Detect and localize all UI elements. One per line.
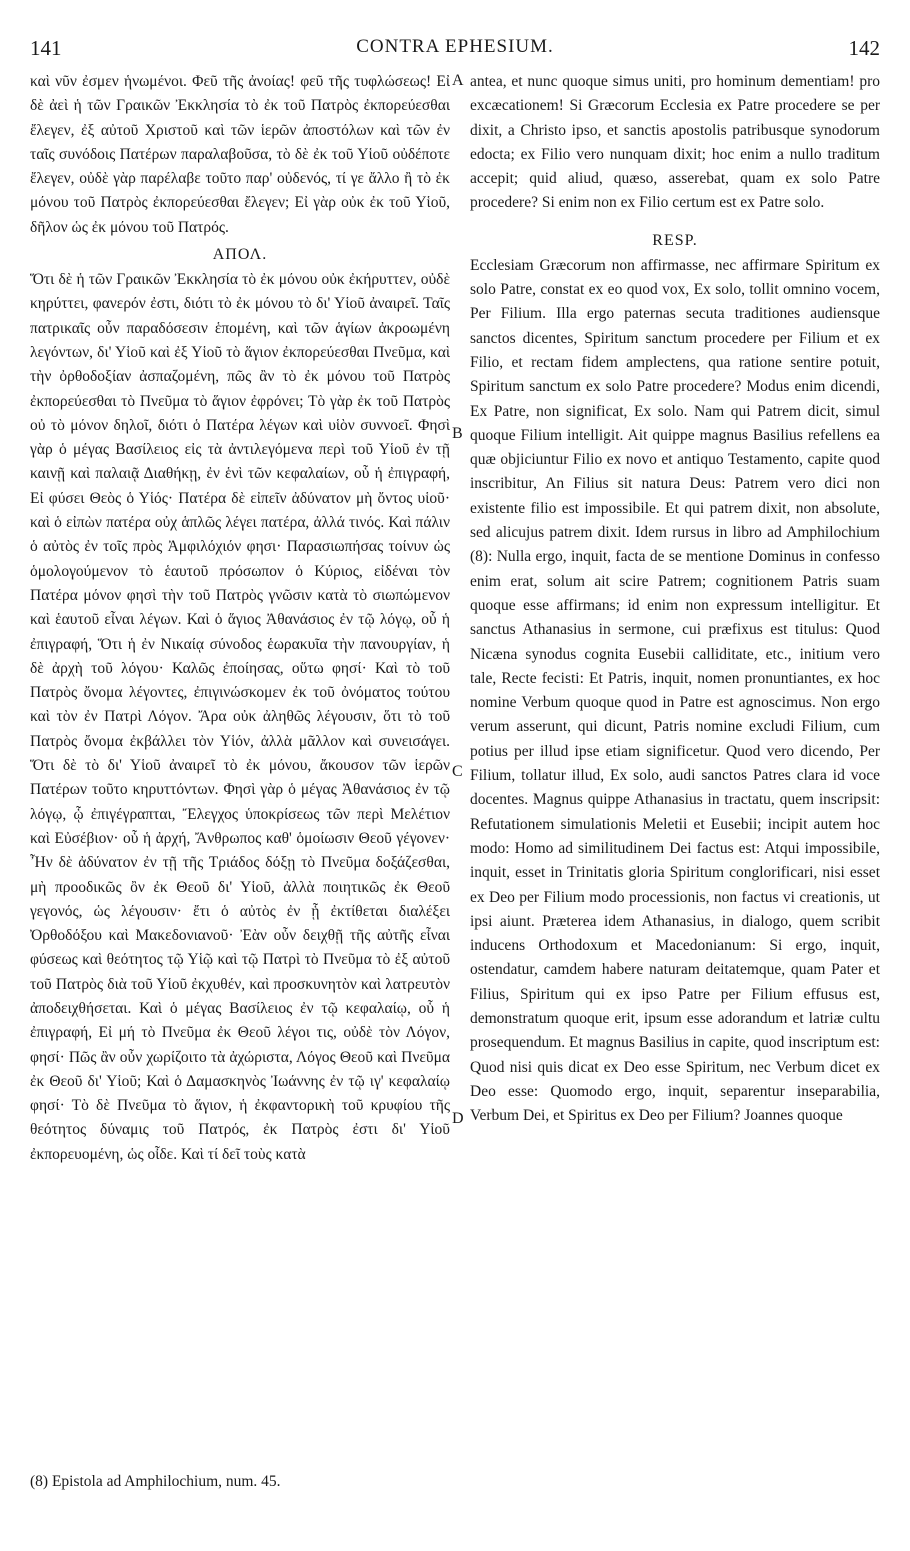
greek-column: [30, 70, 450, 1167]
page-number-right: 142: [848, 36, 880, 60]
footnote: (8) Epistola ad Amphilochium, num. 45.: [30, 1473, 281, 1490]
margin-marker-b: B: [452, 425, 463, 442]
greek-body-paragraph: Ὅτι δὲ ἡ τῶν Γραικῶν Ἐκκλησία τὸ ἐκ μόνου οὐκ ἐκήρυττεν, οὐδὲ κηρύττει, φανερόν ἐστι, διότι τὸ ἐκ μόνου τὸ δι' Υἱοῦ ἀναιρεῖ. Ταῖς πατρικαῖς οὖν παραδόσεσιν ἑπομένη, καὶ τῶν ἁγίων ἀκροωμένη λεγόντων, δι' Υἱοῦ καὶ ἐξ Υἱοῦ τὸ ἅγιον ἐκπορεύεσθαι Πνεῦμα, καὶ τὴν ὀρθοδοξίαν ἀσπαζομένη, πῶς ἂν τὸ ἐκ μόνου τοῦ Πατρὸς ἐκπορεύεσθαι τὸ Πνεῦμα τὸ ἅγιον ἐφρόνει; Τὸ γὰρ ἐκ τοῦ Πατρὸς οὐ τὸ μόνον δηλοῖ, διότι ὁ Πατέρα λέγων καὶ υἱὸν συννοεῖ. Φησὶ γὰρ ὁ μέγας Βασίλειος εἰς τὰ ἀντιλεγόμενα περὶ τοῦ Υἱοῦ ἐν τῇ καινῇ καὶ παλαιᾷ Διαθήκῃ, ἐν ἑνὶ τῶν κεφαλαίων, οὗ ἡ ἐπιγραφή, Εἰ φύσει Θεὸς ὁ Υἱός· Πατέρα δὲ εἰπεῖν ἀδύνατον μὴ ὄντος υἱοῦ· καὶ ὁ εἰπὼν πατέρα οὐχ ἁπλῶς λέγει πατέρα, ἀλλά τινός. Καὶ πάλιν ὁ αὐτὸς ἐν τοῖς πρὸς Ἀμφιλόχιόν φησι· Παρασιωπήσας τοίνυν ὡς ὁμολογούμενον τὸ ἑαυτοῦ πρόσωπον ὁ Κύριος, εἰδέναι τὸν Πατέρα μόνον φησὶ τὴν τοῦ Πατρὸς γνῶσιν κατὰ τὸ σιωπώμενον καὶ ἑαυτοῦ εἶναι λέγων. Καὶ ὁ ἅγιος Ἀθανάσιος ἐν τῷ λόγῳ, οὗ ἡ ἐπιγραφή, Ὅτι ἡ ἐν Νικαίᾳ σύνοδος ἑωρακυῖα τὴν πανουργίαν, ἡ δὲ ἀρχὴ τοῦ λόγου· Καλῶς ἐποίησας, οὕτω φησί· Καὶ τὸ τοῦ Πατρὸς ὄνομα λέγοντες, ἐπιγινώσκομεν ἐκ τοῦ ὀνόματος τούτου καὶ τὸν ἐν Πατρὶ Λόγον. Ἄρα οὐκ ἀληθῶς λέγουσιν, ὅτι τὸ τοῦ Πατρὸς ὄνομα ἐκβάλλει τὸν Υἱόν, ἀλλὰ μᾶλλον καὶ συνεισάγει. Ὅτι δὲ τὸ δι' Υἱοῦ ἀναιρεῖ τὸ ἐκ μόνου, ἄκουσον τῶν ἱερῶν Πατέρων τοῦτο κηρυττόντων. Φησὶ γὰρ ὁ μέγας Ἀθανάσιος ἐν τῷ λόγῳ, ᾧ ἐπιγέγραπται, Ἔλεγχος ὑποκρίσεως τῶν περὶ Μελέτιον καὶ Εὐσέβιον· οὗ ἡ ἀρχή, Ἄνθρωπος καθ' ὁμοίωσιν Θεοῦ γέγονεν· Ἦν δὲ ἀδύνατον ἐν τῇ τῆς Τριάδος δόξῃ τὸ Πνεῦμα δοξάζεσθαι, μὴ προοδικῶς ὂν ἐκ Θεοῦ δι' Υἱοῦ, ἀλλὰ ποιητικῶς ἐκ Θεοῦ γεγονός, ὡς λέγουσιν· ἔτι ὁ αὐτὸς ἐν ᾗ ἐκτίθεται διαλέξει Ὀρθοδόξου καὶ Μακεδονιανοῦ· Ἐὰν οὖν δειχθῇ τῆς αὐτῆς εἶναι φύσεως καὶ θεότητος τῷ Υἱῷ καὶ τῷ Πατρὶ τὸ Πνεῦμα τὸ ἐξ αὐτοῦ τοῦ Πατρὸς διὰ τοῦ Υἱοῦ ἐκχυθέν, καὶ προσκυνητὸν καὶ λατρευτὸν ἀποδειχθήσεται. Καὶ ὁ μέγας Βασίλειος ἐν τῷ κεφαλαίῳ, οὗ ἡ ἐπιγραφή, Εἰ μή τὸ Πνεῦμα ἐκ Θεοῦ λέγοι τις, οὐδὲ τὸν Λόγον, φησί· Πῶς ἂν οὖν χωρίζοιτο τὰ ἀχώριστα, Λόγος Θεοῦ καὶ Πνεῦμα ἐκ Θεοῦ δι' Υἱοῦ; Καὶ ὁ Δαμασκηνὸς Ἰωάννης ἐν τῷ ιγ' κεφαλαίῳ φησί· Τὸ δὲ Πνεῦμα τὸ ἅγιον, ἡ ἐκφαντορικὴ τοῦ κρυφίου τῆς θεότητος δύναμις τοῦ Πατρός, ἐκ Πατρὸς ἐστι δι' Υἱοῦ ἐκπορευομένη, ὡς οἶδε. Καὶ τί δεῖ τοὺς κατὰ: [30, 271, 450, 1163]
page-number-left: 141: [30, 36, 62, 60]
margin-marker-c: C: [452, 763, 463, 780]
latin-column: [470, 70, 880, 1128]
latin-body-paragraph: Ecclesiam Græcorum non affirmasse, nec affirmare Spiritum ex solo Patre, constat ex eo quod vox, Ex solo, tollit omnino vocem, Per Filium. Illa ergo paternas secuta traditiones audiensque sanctos dicentes, Spiritum sanctum procedere per Filium et ex Filio, et rectam fidem amplectens, qua ratione sentire potuit, Spiritum sanctum ex solo Patre procedere? Modus enim dicendi, Ex Patre, non significat, Ex solo. Nam qui Patrem dicit, simul quoque Filium intelligit. Ait quippe magnus Basilius refellens ea quæ objiciuntur Filio ex novo et antiquo Testamento, capite quod inscribitur, An Filius sit natura Deus: Patrem vero dici non existente filio est impossibile. Et qui patrem dixit, non absolute, sed alicujus patrem dixit. Idem rursus in libro ad Amphilochium (8): Nulla ergo, inquit, facta de se mentione Dominus in confesso enim erat, solum ait scire Patrem; cognitionem Patris suam quoque esse affirmans; id enim non expressum intelligitur. Et sanctus Athanasius in sermone, cui præfixus est titulus: Quod Nicæna synodus cognita Eusebii calliditate, etc., initium vero tale, Recte fecisti: Et Patris, inquit, nomen pronuntiantes, ex hoc nomine Verbum quoque quod in Patre est agnoscimus. Non ergo verum asserunt, qui dicunt, Patris nomine excludi Filium, cum potius per illud ipse etiam significetur. Quod vero dicendo, Per Filium, tollatur illud, Ex solo, audi sanctos Patres clara id voce docentes. Magnus quippe Athanasius in tractatu, quem inscripsit: Refutationem simulationis Meletii et Eusebii; incipit autem hoc modo: Homo ad similitudinem Dei factus est: Atqui impossibile, inquit, esset in Trinitatis gloria Spiritum conglorificari, nisi esset ex Deo per Filium modo processionis, non factus vi creationis, ut ipsi aiunt. Præterea idem Athanasius, in dialogo, quem scribit inducens Orthodoxum et Macedonianum: Si ergo, inquit, ostendatur, camdem habere naturam deitatemque, quam Pater et Filius, Spiritum qui ex ipso Patre per Filium effusus est, demonstratum quoque erit, ipsum esse adorandum et latriæ cultu prosequendum. Et magnus Basilius in capite, quod inscriptum est: Quod nisi quis dicat ex Deo esse Spiritum, nec Verbum dicet ex Deo esse: Quomodo ergo, inquit, separentur inseparabilia, Verbum Dei, et Spiritus ex Deo per Filium? Joannes quoque: [470, 256, 880, 1125]
greek-section-heading: ΑΠΟΛ.: [212, 246, 268, 264]
margin-marker-a: A: [452, 72, 464, 89]
running-title: CONTRA EPHESIUM.: [356, 36, 554, 57]
latin-section-heading: RESP.: [652, 231, 698, 249]
page-header: [30, 36, 880, 66]
latin-intro-paragraph: antea, et nunc quoque simus uniti, pro hominum dementiam! pro excæcationem! Si Græcorum Ecclesia ex Patre procedere se per dixit, a Christo ipso, et sanctis apostolis patribusque synodorum edocta; ex Filio vero nunquam dixit; hoc enim a nullo traditum accepit; quid aliud, quæso, asserebat, quam ex solo Patre procedere? Si enim non ex Filio certum est ex Patre solo.: [470, 73, 880, 212]
margin-marker-d: D: [452, 1110, 464, 1127]
greek-intro-paragraph: καὶ νῦν ἐσμεν ἡνωμένοι. Φεῦ τῆς ἀνοίας! φεῦ τῆς τυφλώσεως! Εἰ δὲ ἀεὶ ἡ τῶν Γραικῶν Ἐκκλησία τὸ ἐκ τοῦ Πατρὸς ἐκπορεύεσθαι ἔλεγεν, ἐξ αὐτοῦ Χριστοῦ καὶ τῶν ἱερῶν ἀποστόλων καὶ τῶν ἐν ταῖς συνόδοις Πατέρων παραλαβοῦσα, τὸ δὲ ἐκ τοῦ Υἱοῦ οὐδέποτε ἔλεγεν, οὐδὲ γὰρ παρέλαβε τοῦτο παρ' οὐδενός, τί γε ἄλλο ἢ τὸ ἐκ μόνου τοῦ Πατρὸς ἐκπορεύεσθαι ἔλεγεν; Εἰ γὰρ οὐκ ἐκ τοῦ Υἱοῦ, δῆλον ὡς ἐκ μόνου τοῦ Πατρός.: [30, 73, 450, 236]
